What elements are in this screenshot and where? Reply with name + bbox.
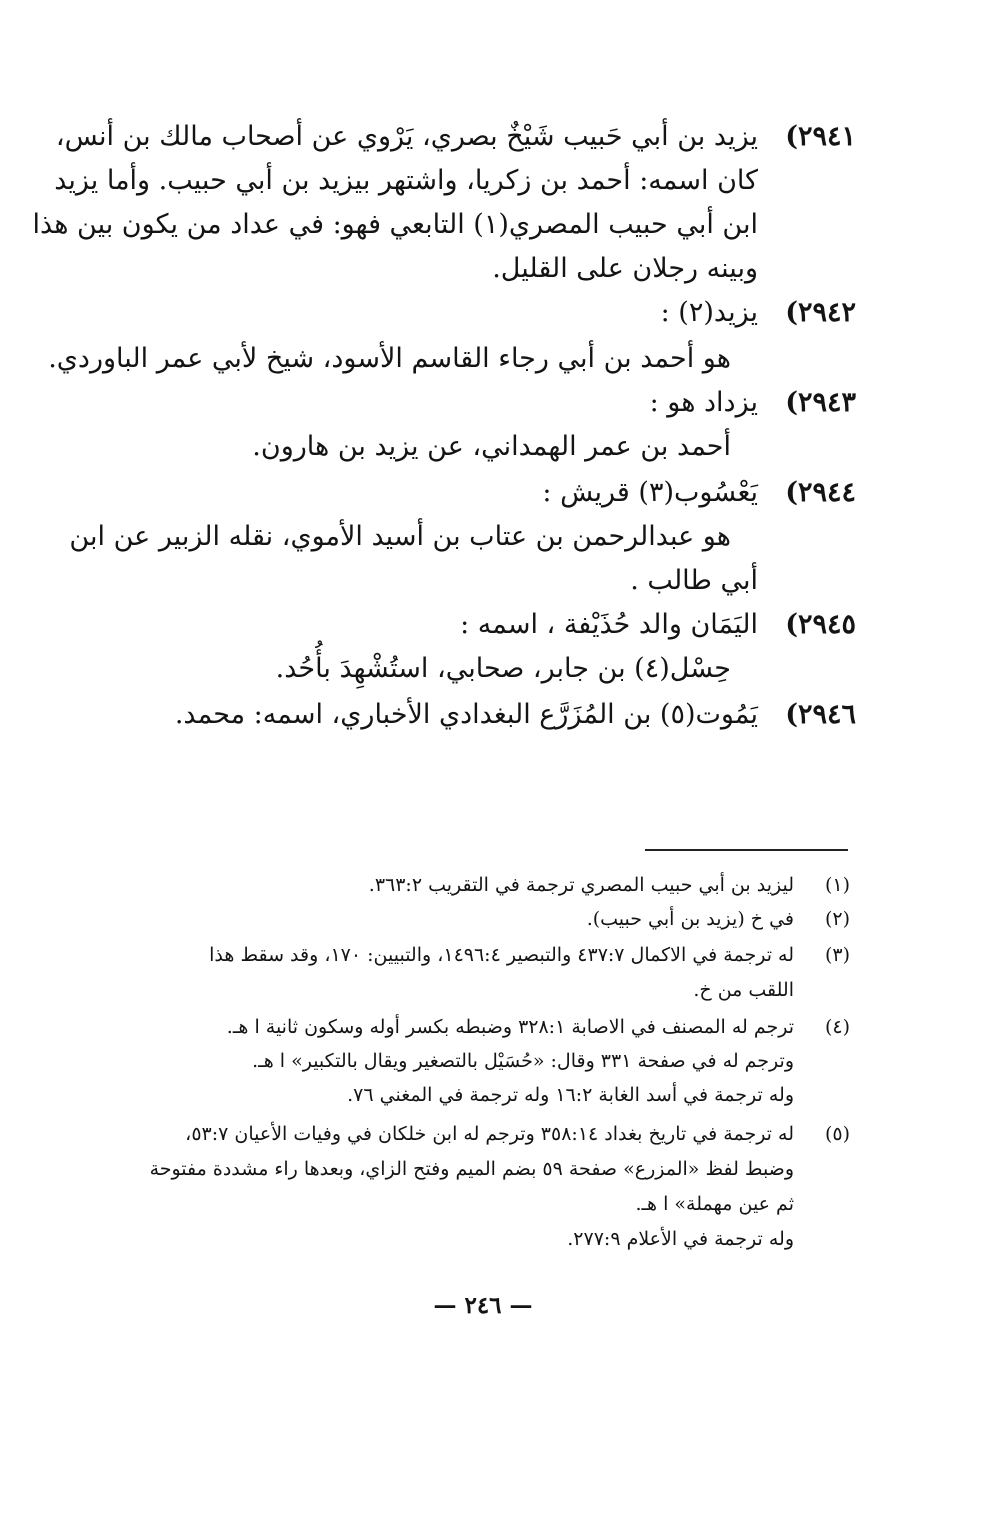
entry-text: اليَمَان والد حُذَيْفة ، اسمه : [460, 609, 758, 640]
footnote-number: (٣) [824, 944, 850, 966]
entry-number: ٢٩٤٤) [785, 477, 856, 508]
footnote-number: (١) [824, 874, 850, 896]
entry-number: ٢٩٤٥) [785, 609, 856, 640]
entry-text: يزيد بن أبي حَبيب شَيْخٌ بصري، يَرْوي عن أصحاب مالك بن أنس، [55, 121, 758, 152]
entry-number: ٢٩٤٣) [785, 387, 856, 418]
footnote-number: (٢) [824, 908, 850, 930]
entry-number: ٢٩٤٦) [785, 699, 856, 730]
footnote-text: وله ترجمة في الأعلام ٢٧٧:٩. [567, 1228, 794, 1250]
footnote-number: (٥) [824, 1123, 850, 1145]
entry-text: كان اسمه: أحمد بن زكريا، واشتهر بيزيد بن أبي حبيب. وأما يزيد [54, 165, 758, 196]
footnote-text: ثم عين مهملة» ا هـ. [635, 1193, 794, 1215]
entry-text: ابن أبي حبيب المصري(١) التابعي فهو: في عداد من يكون بين هذا [32, 209, 758, 240]
footnote-text: ترجم له المصنف في الاصابة ٣٢٨:١ وضبطه بكسر أوله وسكون ثانية ا هـ. [226, 1016, 794, 1038]
footnote-text: اللقب من خ. [693, 979, 794, 1001]
footnote-separator [645, 849, 848, 851]
footnote-text: ليزيد بن أبي حبيب المصري ترجمة في التقريب ٣٦٣:٢. [368, 874, 794, 896]
entry-text: هو عبدالرحمن بن عتاب بن أسيد الأموي، نقله الزبير عن ابن [69, 521, 731, 552]
entry-text: يزداد هو : [649, 387, 758, 418]
footnote-text: وله ترجمة في أسد الغابة ١٦:٢ وله ترجمة في المغني ٧٦. [347, 1084, 794, 1106]
entry-text: يَعْسُوب(٣) قريش : [542, 477, 758, 508]
entry-text: أبي طالب . [630, 565, 758, 596]
footnote-text: له ترجمة في الاكمال ٤٣٧:٧ والتبصير ١٤٩٦:٤، والتبيين: ١٧٠، وقد سقط هذا [209, 944, 794, 966]
entry-text: يزيد(٢) : [660, 297, 758, 328]
entry-text: حِسْل(٤) بن جابر، صحابي، استُشْهِدَ بأُحُد. [275, 653, 731, 684]
footnote-text: وترجم له في صفحة ٣٣١ وقال: «حُسَيْل بالتصغير ويقال بالتكبير» ا هـ. [252, 1050, 794, 1072]
entry-text: هو أحمد بن أبي رجاء القاسم الأسود، شيخ لأبي عمر الباوردي. [48, 343, 731, 374]
entry-number: ٢٩٤١) [785, 121, 856, 152]
entry-text: يَمُوت(٥) بن المُزَرَّع البغدادي الأخباري، اسمه: محمد. [174, 699, 758, 730]
entry-text: وبينه رجلان على القليل. [492, 253, 758, 284]
footnote-text: له ترجمة في تاريخ بغداد ٣٥٨:١٤ وترجم له ابن خلكان في وفيات الأعيان ٥٣:٧، [185, 1123, 794, 1145]
entry-number: ٢٩٤٢) [785, 297, 856, 328]
entry-text: أحمد بن عمر الهمداني، عن يزيد بن هارون. [252, 431, 731, 462]
footnote-text: وضبط لفظ «المزرع» صفحة ٥٩ بضم الميم وفتح الزاي، وبعدها راء مشددة مفتوحة [149, 1158, 794, 1180]
page-number: — ٢٤٦ — [433, 1292, 533, 1319]
footnote-number: (٤) [824, 1016, 850, 1038]
footnote-text: في خ (يزيد بن أبي حبيب). [586, 908, 794, 930]
